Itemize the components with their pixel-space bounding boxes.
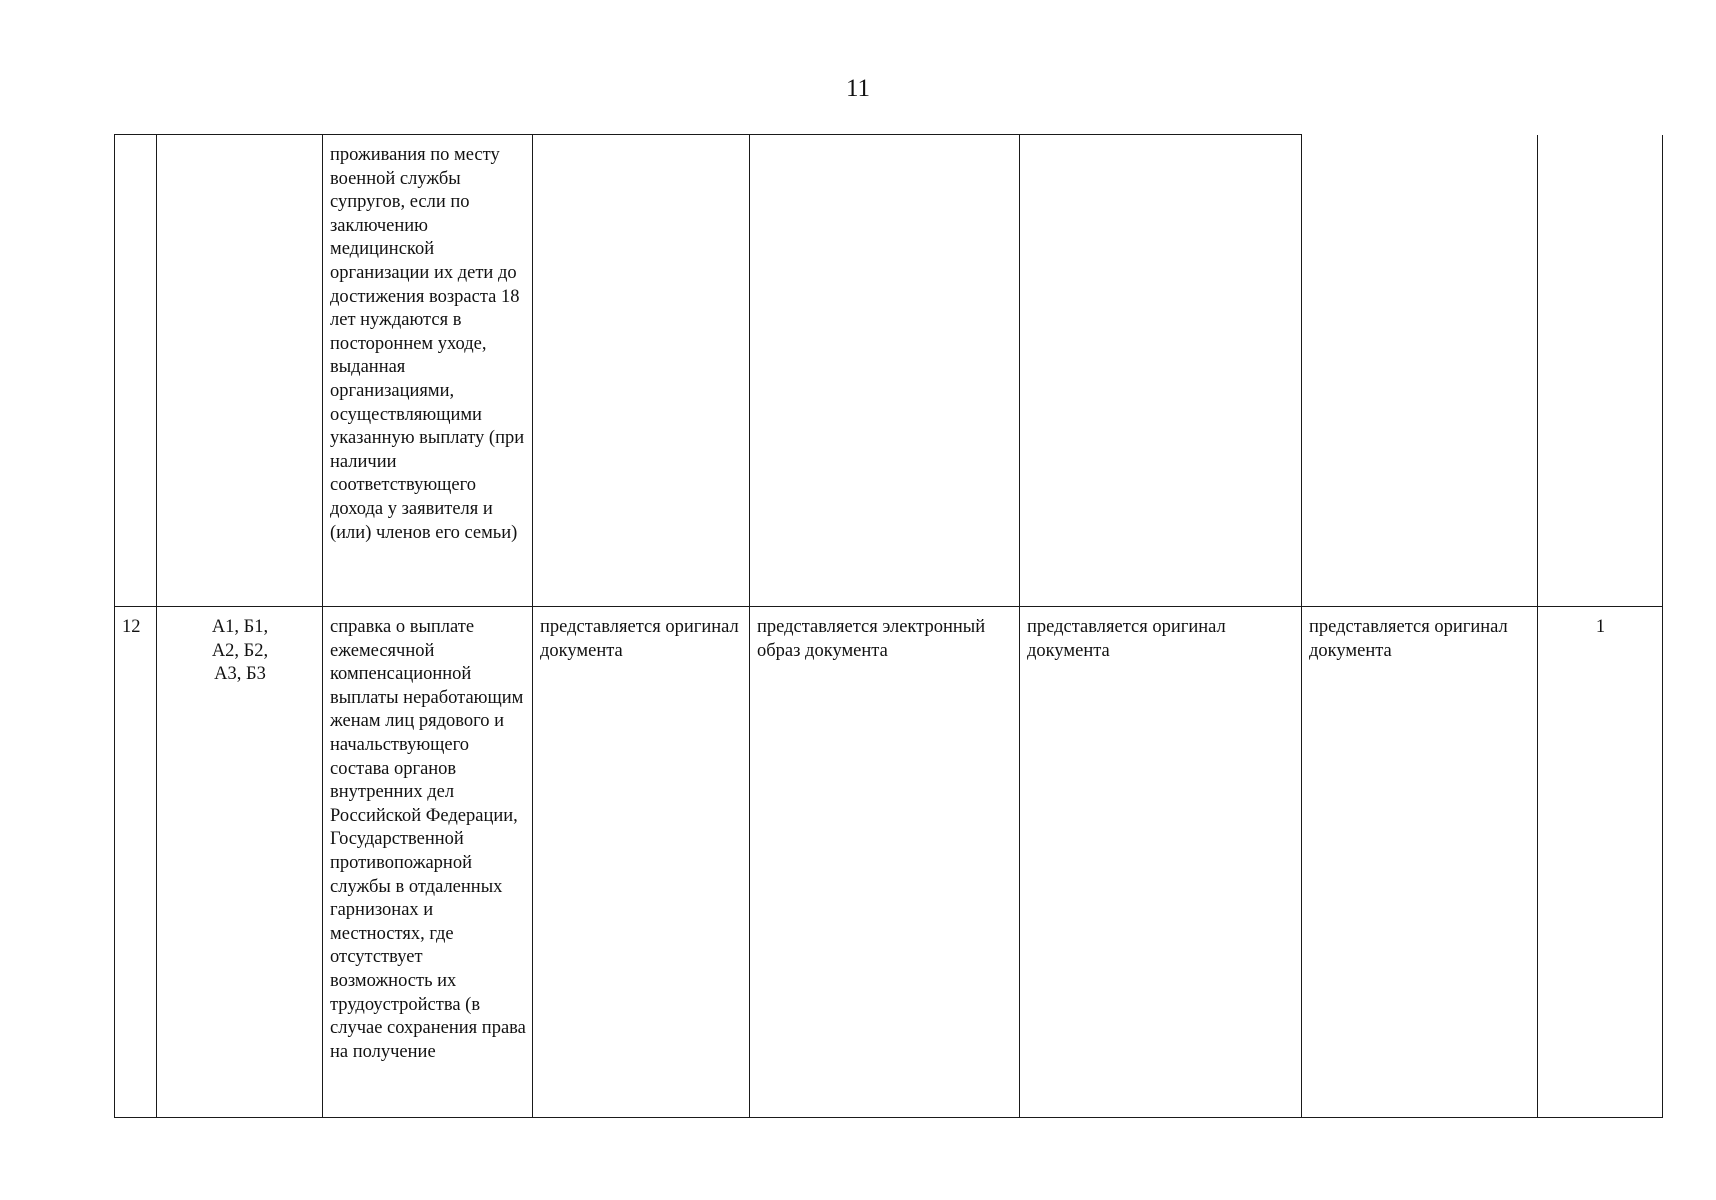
col4-cell: представляется оригинал документа bbox=[533, 607, 750, 1118]
col6-cell: представляется оригинал документа bbox=[1020, 607, 1302, 1118]
category-line: А3, Б3 bbox=[214, 664, 266, 685]
category-line: А2, Б2, bbox=[211, 640, 269, 661]
col5-cell: представляется электронный образ документа bbox=[750, 607, 1020, 1118]
category-line: А1, Б1, bbox=[211, 617, 269, 637]
col7-cell bbox=[1302, 135, 1538, 607]
row-number-cell bbox=[115, 135, 157, 607]
col8-cell: 1 bbox=[1538, 607, 1663, 1118]
document-name-cell: проживания по месту военной службы супругов, если по заключению медицинской организации их дети до достижения возраста 18 лет нуждаются в постороннем уходе, выданная организациями, осуществляющими указанную выплату (при наличии соответствующего дохода у заявителя и (или) членов его семьи) bbox=[323, 135, 533, 607]
table-row bbox=[115, 135, 1663, 607]
page-number: 11 bbox=[845, 75, 871, 102]
categories-cell bbox=[157, 607, 323, 1118]
table-row bbox=[115, 607, 1663, 1118]
col7-cell: представляется оригинал документа bbox=[1302, 607, 1538, 1118]
document-table bbox=[114, 134, 1663, 1118]
col5-cell bbox=[750, 135, 1020, 607]
col8-cell bbox=[1538, 135, 1663, 607]
document-name-cell: справка о выплате ежемесячной компенсационной выплаты неработающим женам лиц рядового и начальствующего состава органов внутренних дел Российской Федерации, Государственной противопожарной службы в отдаленных гарнизонах и местностях, где отсутствует возможность их трудоустройства (в случае сохранения права на получение bbox=[323, 607, 533, 1118]
row-number-cell: 12 bbox=[115, 607, 157, 1118]
categories-cell bbox=[157, 135, 323, 607]
col6-cell bbox=[1020, 135, 1302, 607]
col4-cell bbox=[533, 135, 750, 607]
